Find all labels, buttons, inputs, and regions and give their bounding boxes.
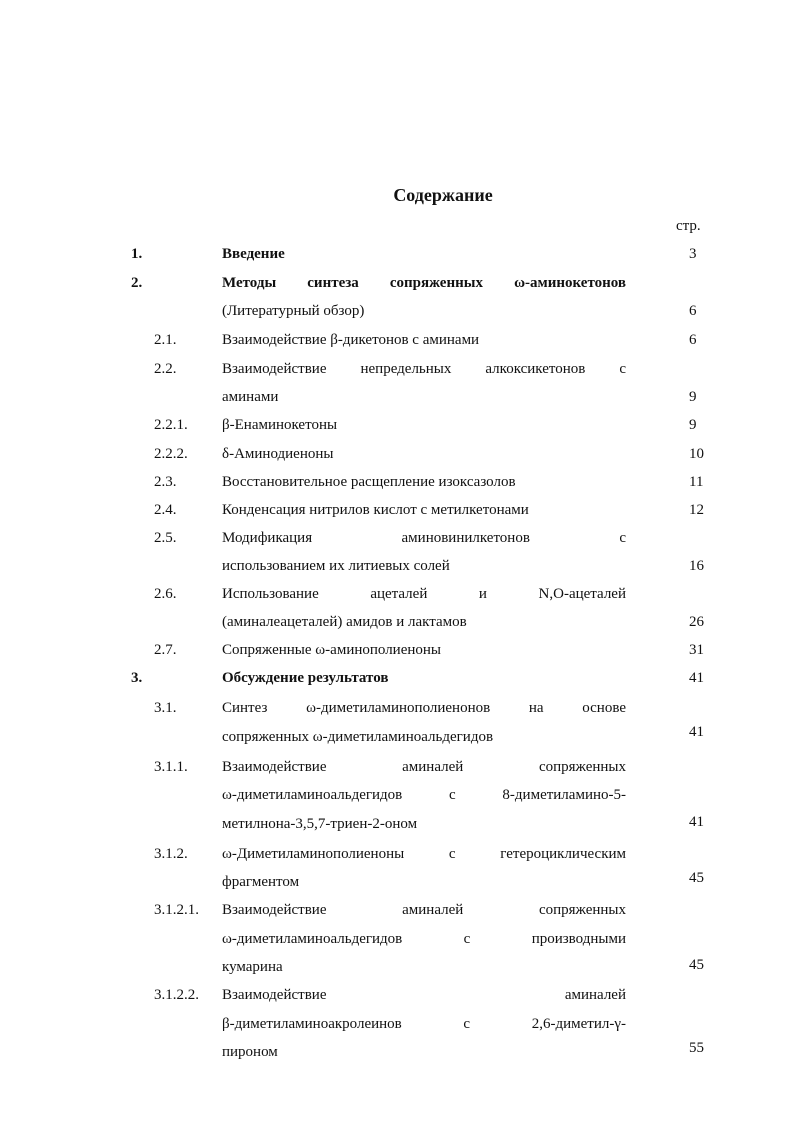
toc-text: Обсуждение результатов: [222, 670, 389, 686]
toc-number: 2.6.: [154, 586, 177, 602]
toc-text: Взаимодействие аминалей: [222, 987, 626, 1003]
toc-row: [0, 753, 793, 781]
toc-text: Модификация аминовинилкетонов с: [222, 530, 626, 546]
toc-row: [0, 925, 793, 953]
toc-text: Взаимодействие аминалей сопряженных: [222, 902, 626, 918]
toc-text: Сопряженные ω-аминополиеноны: [222, 642, 442, 658]
toc-number: 2.3.: [154, 474, 177, 490]
toc-number: 2.5.: [154, 530, 177, 546]
toc-page: 12: [689, 502, 704, 518]
toc-page: 6: [689, 332, 697, 348]
toc-page: 9: [689, 417, 697, 433]
toc-page: 31: [689, 642, 704, 658]
toc-row: [0, 608, 793, 636]
toc-text: Синтез ω-диметиламинополиенонов на основе: [222, 700, 626, 716]
toc-row: [0, 524, 793, 552]
toc-text: метилнона-3,5,7-триен-2-оном: [222, 816, 418, 832]
toc-text: (Литературный обзор): [222, 303, 365, 319]
toc-number: 2.2.1.: [154, 417, 188, 433]
toc-row: [0, 781, 793, 809]
toc-row: [0, 953, 793, 981]
toc-text: Использование ацеталей и N,O-ацеталей: [222, 586, 626, 602]
toc-page: 41: [689, 814, 704, 830]
toc-row: [0, 355, 793, 383]
toc-row: [0, 411, 793, 439]
toc-number: 2.4.: [154, 502, 177, 518]
toc-text: Взаимодействие аминалей сопряженных: [222, 759, 626, 775]
toc-row: [0, 1038, 793, 1066]
toc-row: [0, 240, 793, 268]
toc-row: [0, 440, 793, 468]
toc-row: [0, 326, 793, 354]
toc-number: 2.2.: [154, 361, 177, 377]
toc-number: 2.: [131, 275, 143, 291]
toc-page: 6: [689, 303, 697, 319]
toc-text: (аминалеацеталей) амидов и лактамов: [222, 614, 467, 630]
toc-title: Содержание: [393, 185, 493, 205]
toc-number: 2.2.2.: [154, 446, 188, 462]
toc-page: 3: [689, 246, 697, 262]
toc-number: 1.: [131, 246, 143, 262]
toc-row: [0, 664, 793, 692]
toc-text: Конденсация нитрилов кислот с метилкетонами: [222, 502, 529, 518]
toc-text: β-диметиламиноакролеинов с 2,6-диметил-γ-: [222, 1016, 626, 1032]
toc-row: [0, 868, 793, 896]
toc-row: [0, 269, 793, 297]
toc-row: [0, 636, 793, 664]
toc-text: Взаимодействие β-дикетонов с аминами: [222, 332, 480, 348]
toc-text: ω-диметиламиноальдегидов с 8-диметиламино-5-: [222, 787, 626, 803]
toc-row: [0, 496, 793, 524]
toc-text: β-Енаминокетоны: [222, 417, 338, 433]
toc-row: [0, 580, 793, 608]
toc-number: 2.7.: [154, 642, 177, 658]
toc-text: ω-диметиламиноальдегидов с производными: [222, 931, 626, 947]
toc-text: δ-Аминодиеноны: [222, 446, 334, 462]
toc-text: фрагментом: [222, 874, 300, 890]
toc-row: [0, 297, 793, 325]
toc-number: 2.1.: [154, 332, 177, 348]
toc-row: [0, 468, 793, 496]
toc-row: [0, 840, 793, 868]
toc-text: Восстановительное расщепление изоксазолов: [222, 474, 516, 490]
toc-text: кумарина: [222, 959, 283, 975]
toc-page: 16: [689, 558, 704, 574]
toc-page: 10: [689, 446, 704, 462]
toc-page: 41: [689, 724, 704, 740]
toc-page: 45: [689, 870, 704, 886]
toc-page: 26: [689, 614, 704, 630]
toc-number: 3.1.1.: [154, 759, 188, 775]
toc-text: пироном: [222, 1044, 278, 1060]
toc-text: Введение: [222, 246, 285, 262]
toc-number: 3.1.2.2.: [154, 987, 199, 1003]
toc-text: использованием их литиевых солей: [222, 558, 450, 574]
toc-text: ω-Диметиламинополиеноны с гетероциклическим: [222, 846, 626, 862]
toc-page: 11: [689, 474, 704, 490]
toc-number: 3.1.2.1.: [154, 902, 199, 918]
toc-row: [0, 694, 793, 722]
toc-row: [0, 383, 793, 411]
toc-number: 3.1.: [154, 700, 177, 716]
toc-page: 9: [689, 389, 697, 405]
toc-text: сопряженных ω-диметиламиноальдегидов: [222, 729, 494, 745]
page-column-header: стр.: [676, 218, 701, 234]
toc-text: Взаимодействие непредельных алкоксикетонов с: [222, 361, 626, 377]
toc-row: [0, 810, 793, 838]
toc-page: 55: [689, 1040, 704, 1056]
toc-row: [0, 723, 793, 751]
toc-page: 45: [689, 957, 704, 973]
toc-page: 41: [689, 670, 704, 686]
toc-text: аминами: [222, 389, 279, 405]
toc-row: [0, 981, 793, 1009]
toc-row: [0, 1010, 793, 1038]
toc-row: [0, 896, 793, 924]
toc-number: 3.1.2.: [154, 846, 188, 862]
toc-number: 3.: [131, 670, 143, 686]
toc-text: Методы синтеза сопряженных ω-аминокетонов: [222, 275, 626, 291]
toc-row: [0, 552, 793, 580]
